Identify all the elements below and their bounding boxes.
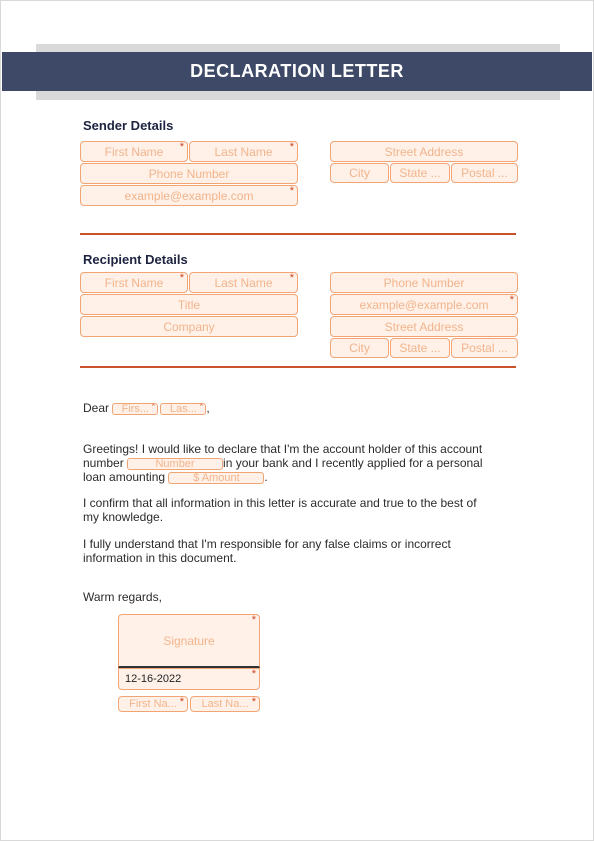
sender-email-field[interactable]: example@example.com *	[80, 185, 298, 206]
sender-first-name-field[interactable]: First Name *	[80, 141, 188, 162]
recipient-heading: Recipient Details	[83, 252, 188, 267]
paragraph-1-line-2	[83, 456, 483, 470]
sender-state-field[interactable]: State ...	[390, 163, 450, 183]
salutation-comma: ,	[206, 401, 210, 415]
recipient-state-field[interactable]: State ...	[390, 338, 450, 358]
signer-last-name-field[interactable]: Last Na... *	[190, 696, 260, 712]
recipient-postal-field[interactable]: Postal ...	[451, 338, 518, 358]
section-divider	[80, 366, 516, 368]
dear-last-name-field[interactable]: Las... *	[160, 403, 206, 415]
page-title: DECLARATION LETTER	[190, 61, 404, 81]
paragraph-2	[83, 496, 477, 524]
recipient-street-field[interactable]: Street Address	[330, 316, 518, 337]
salutation-text: Dear	[83, 401, 110, 415]
paragraph-2-line-1: I confirm that all information in this letter is accurate and true to the best of	[83, 496, 477, 510]
paragraph-1-line-3	[83, 470, 483, 484]
recipient-title-field[interactable]: Title	[80, 294, 298, 315]
sender-city-field[interactable]: City	[330, 163, 389, 183]
signer-first-name-field[interactable]: First Na... *	[118, 696, 188, 712]
paragraph-3-line-1: I fully understand that I'm responsible for any false claims or incorrect	[83, 537, 451, 551]
recipient-city-field[interactable]: City	[330, 338, 389, 358]
paragraph-1-line-1: Greetings! I would like to declare that I'm the account holder of this account	[83, 442, 483, 456]
paragraph-3	[83, 537, 451, 565]
sender-postal-field[interactable]: Postal ...	[451, 163, 518, 183]
dear-first-name-field[interactable]: Firs... *	[112, 403, 158, 415]
paragraph-1-end: .	[264, 470, 268, 484]
sender-phone-field[interactable]: Phone Number	[80, 163, 298, 184]
recipient-phone-field[interactable]: Phone Number	[330, 272, 518, 293]
recipient-email-field[interactable]: example@example.com *	[330, 294, 518, 315]
loan-amount-field[interactable]: $ Amount	[168, 472, 264, 484]
signature-pad[interactable]	[118, 614, 260, 668]
recipient-company-field[interactable]: Company	[80, 316, 298, 337]
recipient-first-name-field[interactable]: First Name *	[80, 272, 188, 293]
signature-date-field[interactable]: 12-16-2022 *	[118, 668, 260, 690]
salutation-line	[83, 401, 210, 415]
paragraph-1-text: loan amounting	[83, 470, 166, 484]
closing-text: Warm regards,	[83, 590, 162, 604]
title-band	[2, 52, 592, 91]
paragraph-1	[83, 442, 483, 484]
sender-heading: Sender Details	[83, 118, 174, 133]
section-divider	[80, 233, 516, 235]
paragraph-1-text: in your bank and I recently applied for a personal	[223, 456, 483, 470]
paragraph-3-line-2: information in this document.	[83, 551, 237, 565]
sender-street-field[interactable]: Street Address	[330, 141, 518, 162]
paragraph-2-line-2: my knowledge.	[83, 510, 164, 524]
recipient-last-name-field[interactable]: Last Name *	[189, 272, 298, 293]
account-number-field[interactable]: Number	[127, 458, 223, 470]
paragraph-1-text: number	[83, 456, 124, 470]
signature-label: Signature	[163, 633, 215, 648]
sender-last-name-field[interactable]: Last Name *	[189, 141, 298, 162]
